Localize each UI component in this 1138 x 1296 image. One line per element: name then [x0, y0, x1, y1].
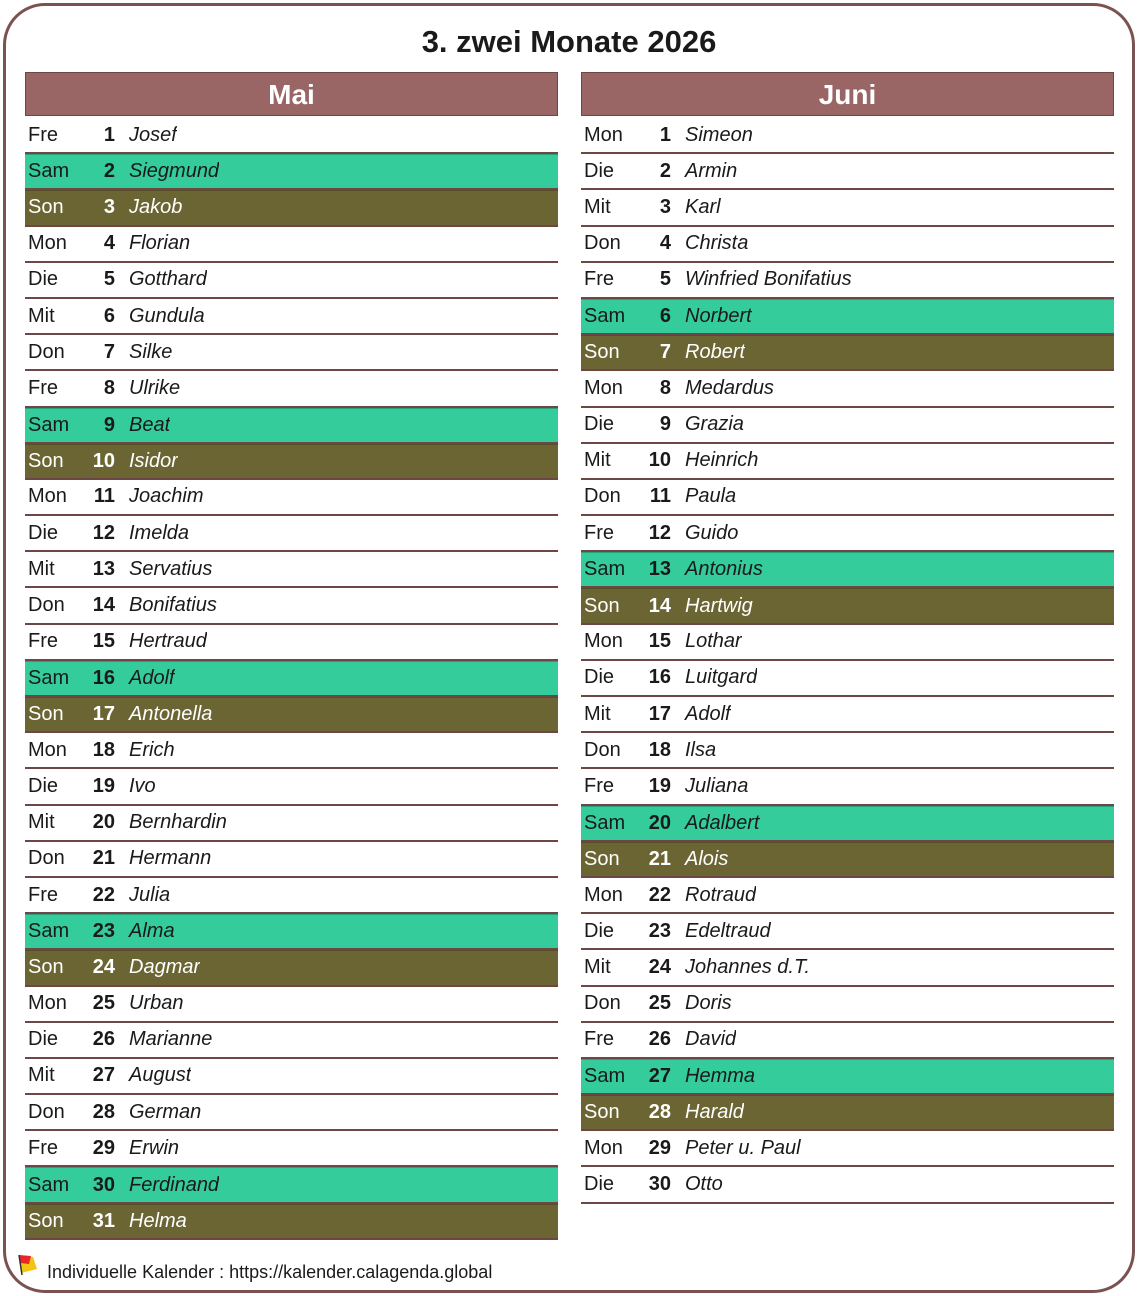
name-day: Norbert: [685, 305, 752, 328]
weekday-label: Fre: [584, 268, 614, 291]
day-number: 11: [93, 485, 115, 508]
day-row: [581, 733, 1114, 769]
weekday-label: Mit: [28, 557, 55, 580]
day-row: [581, 697, 1114, 733]
name-day: Dagmar: [129, 956, 201, 979]
day-number: 27: [92, 1064, 115, 1087]
weekday-label: Die: [584, 413, 615, 436]
day-number: 5: [659, 268, 671, 291]
day-number: 29: [648, 1136, 671, 1159]
name-day: Christa: [685, 232, 749, 255]
day-row: [581, 335, 1114, 371]
day-row: [25, 914, 558, 950]
name-day: Rotraud: [685, 883, 757, 906]
day-number: 14: [648, 594, 671, 617]
name-day: Paula: [685, 485, 737, 508]
weekday-label: Don: [28, 1100, 65, 1123]
day-number: 20: [648, 811, 671, 834]
name-day: Adolf: [685, 702, 731, 725]
day-number: 17: [648, 702, 671, 725]
day-number: 21: [648, 847, 671, 870]
day-number: 22: [648, 883, 671, 906]
day-list: [581, 118, 1114, 1204]
day-number: 12: [648, 521, 671, 544]
day-number: 7: [103, 340, 115, 363]
name-day: Karl: [685, 195, 721, 218]
weekday-label: Sam: [28, 666, 70, 689]
name-day: Adalbert: [685, 811, 760, 834]
weekday-label: Die: [28, 521, 59, 544]
day-number: 19: [648, 774, 671, 797]
day-number: 23: [648, 919, 671, 942]
weekday-label: Don: [28, 340, 65, 363]
day-number: 4: [659, 232, 671, 255]
weekday-label: Sam: [584, 558, 626, 581]
weekday-label: Sam: [28, 920, 70, 943]
day-number: 19: [92, 774, 115, 797]
day-number: 26: [648, 1028, 671, 1051]
name-day: Robert: [685, 341, 746, 364]
name-day: Winfried Bonifatius: [685, 268, 852, 291]
day-row: [581, 950, 1114, 986]
day-list: [25, 118, 558, 1240]
day-row: [25, 697, 558, 733]
name-day: Erich: [129, 738, 175, 761]
name-day: Gundula: [129, 304, 205, 327]
day-row: [25, 227, 558, 263]
month-june: [581, 72, 1114, 1204]
day-row: [581, 914, 1114, 950]
day-number: 12: [92, 521, 115, 544]
day-number: 2: [659, 159, 671, 182]
day-row: [25, 371, 558, 407]
weekday-label: Die: [584, 159, 615, 182]
name-day: Isidor: [129, 449, 178, 472]
day-row: [581, 480, 1114, 516]
weekday-label: Don: [584, 232, 621, 255]
name-day: Erwin: [129, 1136, 180, 1159]
day-number: 10: [648, 449, 671, 472]
name-day: Edeltraud: [685, 919, 771, 942]
name-day: Johannes d.T.: [685, 955, 810, 978]
weekday-label: Mon: [584, 1136, 623, 1159]
day-number: 1: [103, 123, 115, 146]
weekday-label: Mon: [28, 485, 67, 508]
day-number: 15: [648, 630, 671, 653]
weekday-label: Mon: [28, 232, 67, 255]
name-day: Heinrich: [685, 449, 759, 472]
name-day: Servatius: [129, 557, 213, 580]
weekday-label: Sam: [28, 1173, 70, 1196]
day-number: 17: [92, 703, 115, 726]
month-header: Juni: [581, 72, 1114, 116]
weekday-label: Die: [584, 919, 615, 942]
weekday-label: Fre: [28, 630, 58, 653]
day-row: [581, 190, 1114, 226]
weekday-label: Mit: [584, 449, 611, 472]
day-row: [581, 263, 1114, 299]
day-number: 24: [92, 956, 115, 979]
name-day: Adolf: [129, 666, 175, 689]
name-day: Simeon: [685, 123, 753, 146]
name-day: Hemma: [685, 1064, 756, 1087]
day-number: 29: [92, 1136, 115, 1159]
day-row: [25, 1167, 558, 1203]
name-day: Urban: [129, 992, 184, 1015]
name-day: Hertraud: [129, 630, 207, 653]
day-row: [25, 806, 558, 842]
name-day: Bonifatius: [129, 594, 217, 617]
name-day: Antonius: [685, 558, 763, 581]
day-number: 6: [103, 304, 115, 327]
weekday-label: Fre: [28, 883, 58, 906]
name-day: Silke: [129, 340, 173, 363]
name-day: Ulrike: [129, 376, 181, 399]
day-number: 3: [103, 196, 115, 219]
weekday-label: Die: [584, 1173, 615, 1196]
weekday-label: Fre: [28, 376, 58, 399]
day-row: [581, 408, 1114, 444]
day-number: 21: [92, 847, 115, 870]
day-number: 25: [648, 992, 671, 1015]
name-day: Joachim: [129, 485, 204, 508]
day-number: 11: [649, 485, 671, 508]
day-row: [25, 950, 558, 986]
day-row: [25, 263, 558, 299]
day-row: [25, 118, 558, 154]
day-number: 30: [648, 1173, 671, 1196]
day-number: 14: [92, 594, 115, 617]
name-day: Florian: [129, 232, 191, 255]
day-row: [581, 1095, 1114, 1131]
name-day: Bernhardin: [129, 811, 227, 834]
day-number: 23: [92, 920, 115, 943]
day-number: 16: [92, 666, 115, 689]
day-number: 31: [92, 1209, 115, 1232]
name-day: Imelda: [129, 521, 190, 544]
name-day: Alois: [685, 847, 729, 870]
name-day: Harald: [685, 1101, 744, 1124]
name-day: Lothar: [685, 630, 742, 653]
weekday-label: Fre: [28, 1136, 58, 1159]
name-day: Guido: [685, 521, 739, 544]
weekday-label: Son: [584, 847, 620, 870]
weekday-label: Don: [28, 594, 65, 617]
month-may: [25, 72, 558, 1240]
day-number: 9: [103, 413, 115, 436]
name-day: Gotthard: [129, 268, 207, 291]
day-row: [25, 733, 558, 769]
day-row: [25, 1059, 558, 1095]
day-number: 8: [103, 376, 115, 399]
name-day: Josef: [129, 123, 177, 146]
name-day: Siegmund: [129, 160, 220, 183]
day-row: [25, 335, 558, 371]
name-day: Hermann: [129, 847, 212, 870]
weekday-label: Son: [584, 594, 620, 617]
day-row: [25, 878, 558, 914]
day-row: [25, 588, 558, 624]
day-number: 6: [659, 305, 671, 328]
weekday-label: Son: [28, 1209, 64, 1232]
weekday-label: Mit: [28, 304, 55, 327]
day-row: [581, 227, 1114, 263]
name-day: Juliana: [685, 774, 749, 797]
day-row: [581, 299, 1114, 335]
day-row: [581, 769, 1114, 805]
weekday-label: Die: [28, 268, 59, 291]
day-number: 7: [659, 341, 671, 364]
weekday-label: Don: [584, 992, 621, 1015]
day-number: 15: [92, 630, 115, 653]
name-day: Julia: [129, 883, 171, 906]
weekday-label: Mon: [584, 630, 623, 653]
name-day: Beat: [129, 413, 171, 436]
day-number: 9: [659, 413, 671, 436]
name-day: Doris: [685, 992, 732, 1015]
day-row: [581, 661, 1114, 697]
day-number: 13: [648, 558, 671, 581]
day-row: [25, 987, 558, 1023]
weekday-label: Fre: [584, 774, 614, 797]
name-day: Helma: [129, 1209, 187, 1232]
weekday-label: Mit: [28, 811, 55, 834]
day-row: [581, 1059, 1114, 1095]
name-day: Ilsa: [685, 738, 717, 761]
weekday-label: Sam: [28, 160, 70, 183]
weekday-label: Fre: [584, 1028, 614, 1051]
weekday-label: Mit: [28, 1064, 55, 1087]
day-row: [25, 1023, 558, 1059]
name-day: Peter u. Paul: [685, 1136, 801, 1159]
name-day: Armin: [685, 159, 738, 182]
name-day: Ferdinand: [129, 1173, 220, 1196]
day-row: [25, 552, 558, 588]
weekday-label: Son: [584, 1101, 620, 1124]
weekday-label: Son: [28, 703, 64, 726]
name-day: Jakob: [129, 196, 183, 219]
weekday-label: Mon: [584, 883, 623, 906]
day-row: [25, 480, 558, 516]
footer-text[interactable]: Individuelle Kalender : https://kalender.calagenda.global: [47, 1262, 493, 1282]
day-row: [25, 842, 558, 878]
weekday-label: Don: [584, 738, 621, 761]
day-number: 30: [92, 1173, 115, 1196]
weekday-label: Mon: [584, 123, 623, 146]
day-row: [25, 661, 558, 697]
day-number: 24: [648, 955, 671, 978]
day-row: [581, 878, 1114, 914]
day-row: [581, 118, 1114, 154]
name-day: Hartwig: [685, 594, 753, 617]
month-header: Mai: [25, 72, 558, 116]
day-row: [581, 552, 1114, 588]
day-row: [25, 154, 558, 190]
name-day: Grazia: [685, 413, 744, 436]
weekday-label: Die: [28, 1028, 59, 1051]
weekday-label: Don: [584, 485, 621, 508]
name-day: Marianne: [129, 1028, 213, 1051]
page-title: 3. zwei Monate 2026: [421, 24, 717, 59]
day-number: 28: [92, 1100, 115, 1123]
day-row: [581, 1131, 1114, 1167]
day-number: 1: [659, 123, 671, 146]
day-row: [581, 371, 1114, 407]
day-row: [581, 806, 1114, 842]
day-row: [581, 588, 1114, 624]
weekday-label: Don: [28, 847, 65, 870]
weekday-label: Son: [28, 449, 64, 472]
weekday-label: Mit: [584, 195, 611, 218]
day-number: 27: [648, 1064, 671, 1087]
weekday-label: Sam: [28, 413, 70, 436]
day-row: [25, 625, 558, 661]
name-day: German: [129, 1100, 202, 1123]
weekday-label: Sam: [584, 1064, 626, 1087]
weekday-label: Sam: [584, 305, 626, 328]
day-row: [25, 299, 558, 335]
day-row: [581, 444, 1114, 480]
day-row: [25, 516, 558, 552]
day-number: 13: [92, 557, 115, 580]
day-number: 18: [92, 738, 115, 761]
day-row: [581, 987, 1114, 1023]
day-row: [581, 625, 1114, 661]
weekday-label: Mon: [28, 738, 67, 761]
name-day: Otto: [685, 1173, 723, 1196]
day-number: 20: [92, 811, 115, 834]
weekday-label: Mon: [28, 992, 67, 1015]
weekday-label: Sam: [584, 811, 626, 834]
day-number: 25: [92, 992, 115, 1015]
day-row: [581, 516, 1114, 552]
weekday-label: Son: [28, 196, 64, 219]
day-row: [25, 190, 558, 226]
weekday-label: Mit: [584, 702, 611, 725]
day-number: 3: [659, 195, 671, 218]
name-day: Medardus: [685, 376, 774, 399]
day-row: [581, 1167, 1114, 1203]
day-row: [581, 1023, 1114, 1059]
weekday-label: Son: [584, 341, 620, 364]
day-number: 28: [648, 1101, 671, 1124]
name-day: August: [129, 1064, 192, 1087]
weekday-label: Son: [28, 956, 64, 979]
day-number: 26: [92, 1028, 115, 1051]
day-number: 10: [92, 449, 115, 472]
day-number: 22: [92, 883, 115, 906]
day-number: 8: [659, 376, 671, 399]
day-number: 18: [648, 738, 671, 761]
name-day: David: [685, 1028, 737, 1051]
day-row: [25, 444, 558, 480]
weekday-label: Die: [28, 774, 59, 797]
day-row: [581, 842, 1114, 878]
day-number: 16: [648, 666, 671, 689]
day-row: [25, 1095, 558, 1131]
day-row: [25, 408, 558, 444]
name-day: Alma: [129, 920, 175, 943]
weekday-label: Mon: [584, 376, 623, 399]
calagenda-logo-icon: [17, 1253, 39, 1277]
day-number: 2: [103, 160, 115, 183]
name-day: Luitgard: [685, 666, 758, 689]
weekday-label: Mit: [584, 955, 611, 978]
day-number: 5: [103, 268, 115, 291]
day-row: [25, 769, 558, 805]
weekday-label: Fre: [28, 123, 58, 146]
weekday-label: Fre: [584, 521, 614, 544]
name-day: Antonella: [129, 703, 213, 726]
day-row: [581, 154, 1114, 190]
weekday-label: Die: [584, 666, 615, 689]
day-number: 4: [103, 232, 115, 255]
day-row: [25, 1204, 558, 1240]
name-day: Ivo: [129, 774, 156, 797]
day-row: [25, 1131, 558, 1167]
